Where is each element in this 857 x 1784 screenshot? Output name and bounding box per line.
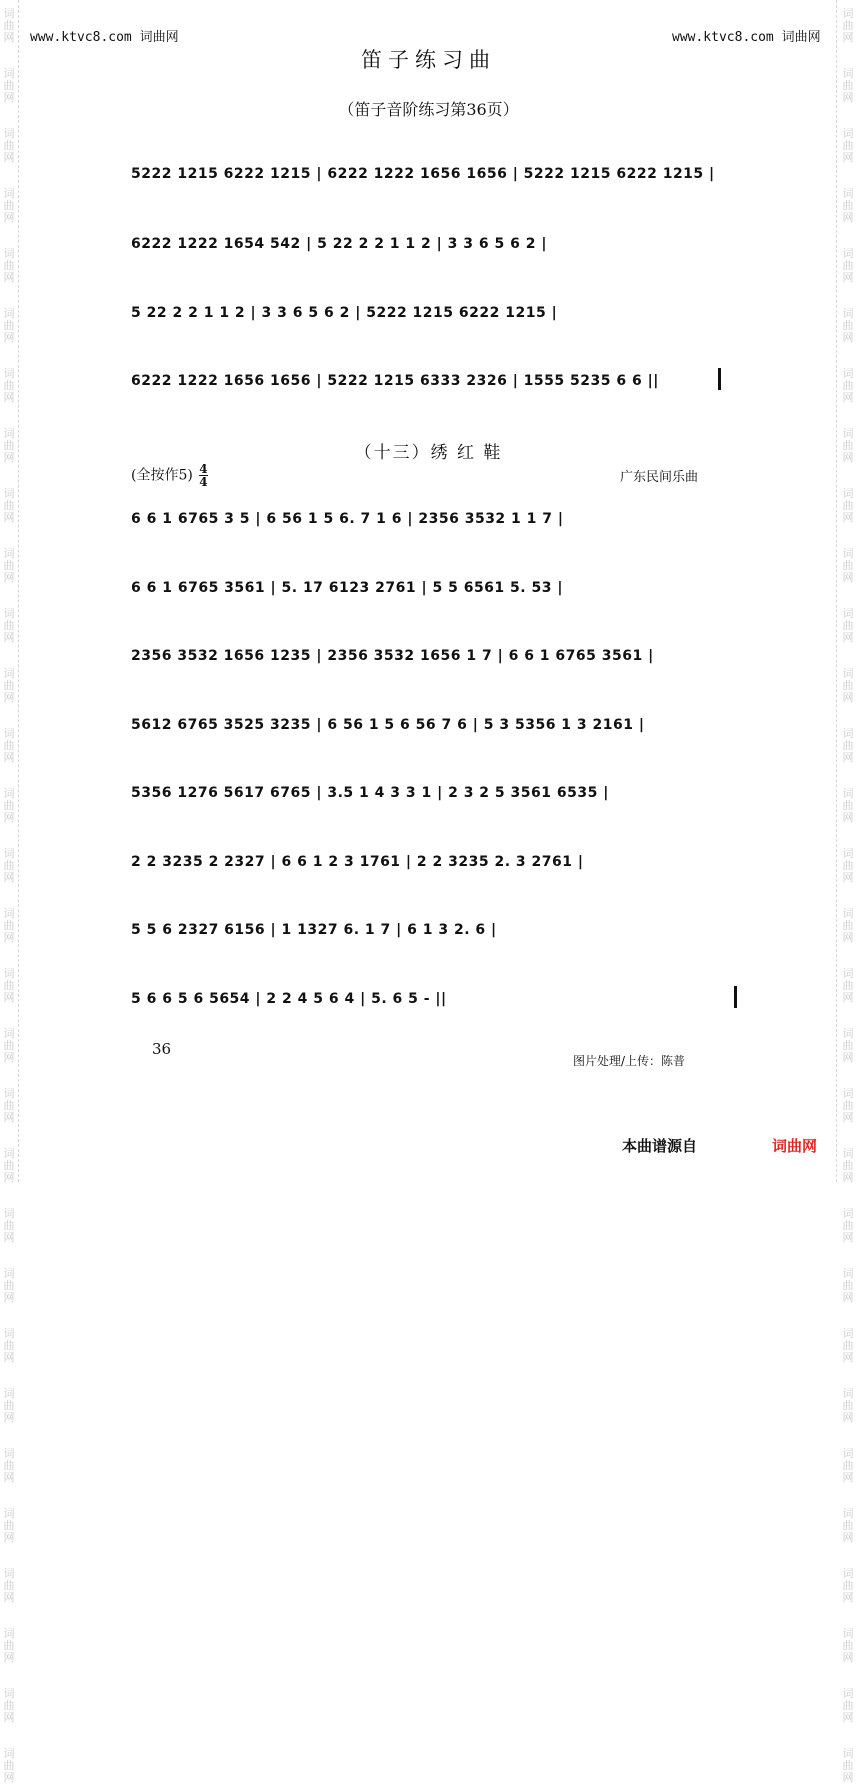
header-url-left[interactable]: www.ktvc8.com 词曲网: [30, 30, 179, 45]
notation-line: 5 5 6 2327 6156 | 1 1327 6. 1 7 | 6 1 3 2. 6 |: [131, 922, 497, 938]
watermark-text: 词 曲 网: [3, 1687, 15, 1724]
watermark-text: 词 曲 网: [3, 307, 15, 344]
watermark-text: 词 曲 网: [3, 427, 15, 464]
notation-line: 2356 3532 1656 1235 | 2356 3532 1656 1 7 | 6 6 1 6765 3561 |: [131, 648, 654, 664]
watermark-text: 词 曲 网: [3, 967, 15, 1004]
notation-line: 6222 1222 1654 542 | 5 22 2 2 1 1 2 | 3 3 6 5 6 2 |: [131, 236, 547, 252]
watermark-text: 词 曲 网: [842, 1387, 854, 1424]
watermark-text: 词 曲 网: [842, 967, 854, 1004]
watermark-text: 词 曲 网: [3, 367, 15, 404]
watermark-text: 词 曲 网: [842, 607, 854, 644]
key-label: (全按作5): [131, 467, 193, 484]
watermark-text: 词 曲 网: [842, 1087, 854, 1124]
watermark-text: 词 曲 网: [842, 487, 854, 524]
watermark-text: 词 曲 网: [842, 667, 854, 704]
left-watermark-strip: [2, 0, 16, 1784]
time-signature-bottom: 4: [199, 475, 208, 489]
time-signature: [199, 463, 207, 488]
watermark-text: 词 曲 网: [842, 67, 854, 104]
watermark-text: 词 曲 网: [3, 1447, 15, 1484]
watermark-text: 词 曲 网: [3, 607, 15, 644]
watermark-text: 词 曲 网: [3, 127, 15, 164]
watermark-text: 词 曲 网: [842, 727, 854, 764]
upload-credit: 图片处理/上传：陈普: [573, 1054, 686, 1068]
watermark-text: 词 曲 网: [3, 907, 15, 944]
watermark-text: 词 曲 网: [3, 847, 15, 884]
right-dashed-border: [836, 0, 837, 1182]
watermark-text: 词 曲 网: [842, 1327, 854, 1364]
watermark-text: 词 曲 网: [3, 7, 15, 44]
brand-link[interactable]: 词曲网: [772, 1137, 818, 1155]
watermark-text: 词 曲 网: [842, 7, 854, 44]
watermark-text: 词 曲 网: [3, 1567, 15, 1604]
watermark-text: 词 曲 网: [3, 1387, 15, 1424]
key-signature: [131, 463, 208, 488]
watermark-text: 词 曲 网: [3, 1087, 15, 1124]
watermark-text: 词 曲 网: [842, 1447, 854, 1484]
watermark-text: 词 曲 网: [842, 1627, 854, 1664]
watermark-text: 词 曲 网: [842, 1747, 854, 1784]
watermark-text: 词 曲 网: [842, 1567, 854, 1604]
header-url-right[interactable]: www.ktvc8.com 词曲网: [672, 30, 821, 45]
watermark-text: 词 曲 网: [3, 1627, 15, 1664]
final-barline: [734, 986, 737, 1008]
watermark-text: 词 曲 网: [842, 427, 854, 464]
left-dashed-border: [18, 0, 19, 1182]
notation-line: 2 2 3235 2 2327 | 6 6 1 2 3 1761 | 2 2 3235 2. 3 2761 |: [131, 854, 584, 870]
notation-line: 5222 1215 6222 1215 | 6222 1222 1656 1656 | 5222 1215 6222 1215 |: [131, 166, 715, 182]
watermark-text: 词 曲 网: [842, 1207, 854, 1244]
watermark-text: 词 曲 网: [3, 487, 15, 524]
song-origin: 广东民间乐曲: [620, 470, 699, 485]
watermark-text: 词 曲 网: [842, 547, 854, 584]
notation-line: 6222 1222 1656 1656 | 5222 1215 6333 2326 | 1555 5235 6 6 ||: [131, 373, 659, 389]
watermark-text: 词 曲 网: [3, 727, 15, 764]
score-subtitle: （笛子音阶练习第36页）: [338, 100, 519, 119]
watermark-text: 词 曲 网: [3, 187, 15, 224]
notation-line: 5612 6765 3525 3235 | 6 56 1 5 6 56 7 6 | 5 3 5356 1 3 2161 |: [131, 717, 645, 733]
song-title: （十三）绣 红 鞋: [354, 443, 503, 463]
final-barline: [718, 368, 721, 390]
watermark-text: 词 曲 网: [842, 1267, 854, 1304]
watermark-text: 词 曲 网: [3, 787, 15, 824]
watermark-text: 词 曲 网: [3, 247, 15, 284]
watermark-text: 词 曲 网: [3, 1267, 15, 1304]
time-signature-top: 4: [199, 462, 208, 476]
notation-line: 6 6 1 6765 3561 | 5. 17 6123 2761 | 5 5 6561 5. 53 |: [131, 580, 563, 596]
notation-line: 6 6 1 6765 3 5 | 6 56 1 5 6. 7 1 6 | 2356 3532 1 1 7 |: [131, 511, 564, 527]
watermark-text: 词 曲 网: [3, 547, 15, 584]
watermark-text: 词 曲 网: [3, 1027, 15, 1064]
watermark-text: 词 曲 网: [842, 307, 854, 344]
watermark-text: 词 曲 网: [3, 1747, 15, 1784]
watermark-text: 词 曲 网: [842, 1687, 854, 1724]
watermark-text: 词 曲 网: [3, 1507, 15, 1544]
watermark-text: 词 曲 网: [842, 1027, 854, 1064]
notation-line: 5 6 6 5 6 5654 | 2 2 4 5 6 4 | 5. 6 5 - ||: [131, 991, 447, 1007]
watermark-text: 词 曲 网: [3, 1327, 15, 1364]
watermark-text: 词 曲 网: [842, 1507, 854, 1544]
watermark-text: 词 曲 网: [842, 1147, 854, 1184]
notation-line: 5 22 2 2 1 1 2 | 3 3 6 5 6 2 | 5222 1215 6222 1215 |: [131, 305, 558, 321]
watermark-text: 词 曲 网: [842, 127, 854, 164]
watermark-text: 词 曲 网: [842, 787, 854, 824]
watermark-text: 词 曲 网: [3, 67, 15, 104]
source-label: 本曲谱源自: [622, 1137, 698, 1155]
watermark-text: 词 曲 网: [842, 907, 854, 944]
notation-line: 5356 1276 5617 6765 | 3.5 1 4 3 3 1 | 2 3 2 5 3561 6535 |: [131, 785, 609, 801]
watermark-text: 词 曲 网: [3, 1147, 15, 1184]
score-title: 笛子练习曲: [361, 48, 496, 72]
right-watermark-strip: [841, 0, 855, 1784]
page-number: 36: [152, 1040, 172, 1058]
watermark-text: 词 曲 网: [842, 847, 854, 884]
watermark-text: 词 曲 网: [842, 367, 854, 404]
watermark-text: 词 曲 网: [842, 247, 854, 284]
watermark-text: 词 曲 网: [3, 667, 15, 704]
watermark-text: 词 曲 网: [3, 1207, 15, 1244]
watermark-text: 词 曲 网: [842, 187, 854, 224]
